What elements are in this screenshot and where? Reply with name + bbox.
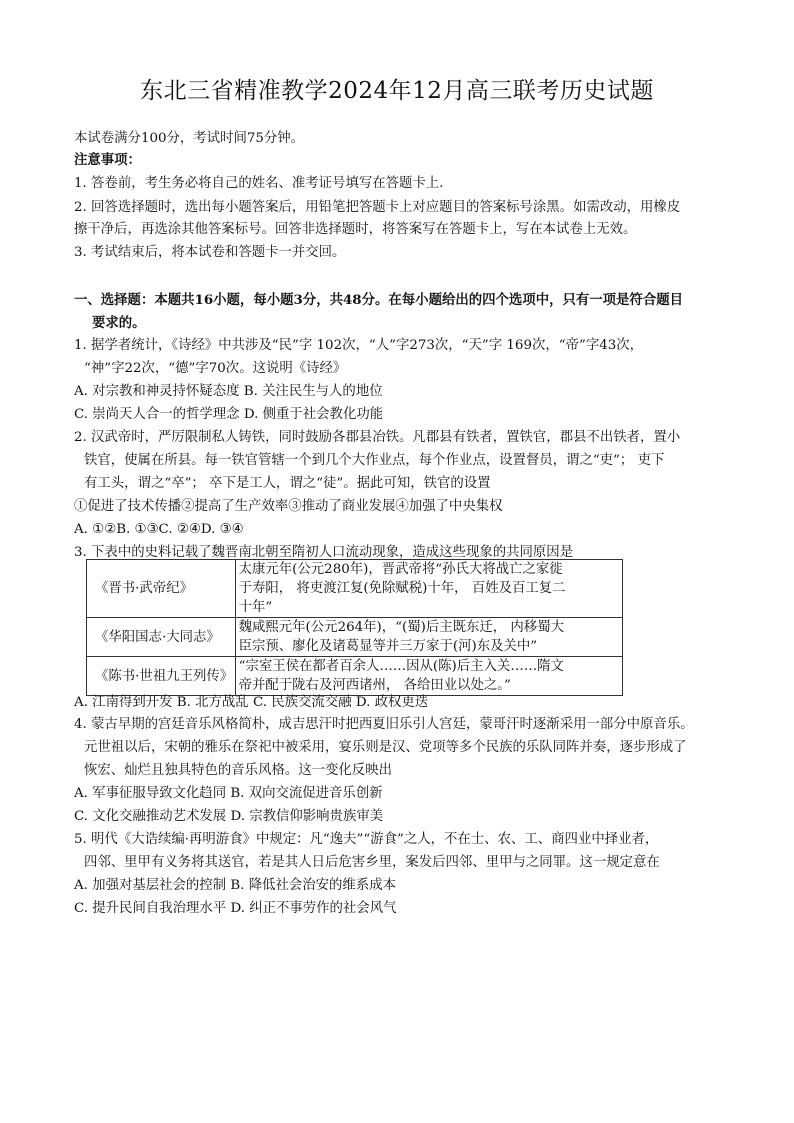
question-2-statements: ①促进了技术传播②提高了生产效率③推动了商业发展④加强了中央集权	[74, 499, 503, 514]
question-1-options-cd: C. 崇尚天人合一的哲学理念 D. 侧重于社会教化功能	[74, 407, 384, 422]
question-4-options-ab: A. 军事征服导致文化趋同 B. 双向交流促进音乐创新	[74, 786, 383, 801]
question-3-stem: 3. 下表中的史料记载了魏晋南北朝至隋初人口流动现象，造成这些现象的共同原因是	[74, 545, 574, 560]
notice-item: 擦干净后，再选涂其他答案标号。回答非选择题时，将答案写在答题卡上，写在本试卷上无效。	[74, 222, 637, 237]
table-cell-source: 《晋书·武帝纪》	[87, 560, 236, 618]
excerpt-line: 帝并配于陇右及河西诸州， 各给田业以处之。”	[238, 678, 511, 693]
question-2-stem: 2. 汉武帝时，严厉限制私人铸铁，同时鼓励各郡县冶铁。凡郡县有铁者，置铁官，郡县不出铁者，置小	[74, 430, 681, 445]
section-heading-cont: 要求的。	[92, 315, 146, 331]
question-1-stem: 1. 据学者统计，《诗经》中共涉及“民”字 102次，“人”字273次，“天”字 169次，“帝”字43次，	[74, 338, 644, 353]
table-cell-excerpt	[235, 560, 622, 618]
question-2-options: A. ①②B. ①③C. ②④D. ③④	[74, 522, 244, 537]
question-4-stem-cont: 元世祖以后，宋朝的雅乐在祭祀中被采用，宴乐则是汉、党项等多个民族的乐队同阵并奏，逐步形成了	[84, 740, 687, 755]
question-5-stem: 5. 明代《大诰续编·再明游食》中规定：凡“逸夫”“游食”之人，不在士、农、工、商四业中择业者，	[74, 832, 659, 847]
table-row	[87, 560, 623, 618]
excerpt-line: 太康元年(公元280年)，晋武帝将“孙氏大将战亡之家徙	[238, 562, 563, 577]
table-cell-source: 《陈书·世祖九王列传》	[87, 657, 236, 696]
exam-meta: 本试卷满分100分，考试时间75分钟。	[74, 131, 305, 146]
table-row	[87, 657, 623, 696]
table-row	[87, 618, 623, 657]
page-title: 东北三省精准教学2024年12月高三联考历史试题	[140, 78, 654, 104]
notice-item: 1. 答卷前，考生务必将自己的姓名、准考证号填写在答题卡上.	[74, 176, 444, 191]
question-3-options: A. 江南得到开发 B. 北方战乱 C. 民族交流交融 D. 政权更迭	[74, 695, 429, 710]
excerpt-line: 臣宗预、廖化及诸葛显等并三万家于(河)东及关中”	[238, 639, 538, 654]
excerpt-line: 魏咸熙元年(公元264年)，“(蜀)后主既东迁， 内移蜀大	[238, 620, 564, 635]
question-5-options-cd: C. 提升民间自我治理水平 D. 纠正不事劳作的社会风气	[74, 901, 397, 916]
question-4-options-cd: C. 文化交融推动艺术发展 D. 宗教信仰影响贵族审美	[74, 809, 384, 824]
table-cell-source: 《华阳国志·大同志》	[87, 618, 236, 657]
question-1-options-ab: A. 对宗教和神灵持怀疑态度 B. 关注民生与人的地位	[74, 384, 383, 399]
notice-item: 2. 回答选择题时，选出每小题答案后，用铅笔把答题卡上对应题目的答案标号涂黑。如需改动，用橡皮	[74, 200, 681, 215]
section-heading: 一、选择题：本题共16小题，每小题3分，共48分。在每小题给出的四个选项中，只有一项是符合题目	[74, 292, 683, 308]
question-1-stem-cont: “神”字22次，“德”字70次。这说明《诗经》	[84, 361, 347, 376]
question-5-options-ab: A. 加强对基层社会的控制 B. 降低社会治安的维系成本	[74, 878, 396, 893]
source-table	[86, 559, 623, 696]
excerpt-line: “宗室王侯在都者百余人……因从(陈)后主入关……隋文	[238, 659, 564, 674]
question-4-stem-cont: 恢宏、灿烂且独具特色的音乐风格。这一变化反映出	[84, 763, 392, 778]
notice-heading: 注意事项：	[74, 152, 141, 168]
question-4-stem: 4. 蒙古早期的宫廷音乐风格简朴，成吉思汗时把西夏旧乐引人宫廷，蒙哥汗时逐渐采用一部分中原音乐。	[74, 717, 694, 732]
excerpt-line: 十年”	[238, 600, 273, 615]
excerpt-line: 于寿阳， 将吏渡江复(免除赋税)十年， 百姓及百工复二	[238, 581, 566, 596]
question-2-stem-cont: 有工头，谓之“卒”； 卒下是工人，谓之“徒”。据此可知，铁官的设置	[84, 476, 491, 491]
question-2-stem-cont: 铁官，使属在所县。每一铁官管辖一个到几个大作业点，每个作业点，设置督员，谓之“吏”； 吏下	[84, 453, 665, 468]
table-cell-excerpt	[235, 618, 622, 657]
question-5-stem-cont: 四邻、里甲有义务将其送官，若是其人日后危害乡里，案发后四邻、里甲与之同罪。这一规定意在	[84, 855, 660, 870]
notice-item: 3. 考试结束后，将本试卷和答题卡一并交回。	[74, 245, 346, 260]
table-cell-excerpt	[235, 657, 622, 696]
